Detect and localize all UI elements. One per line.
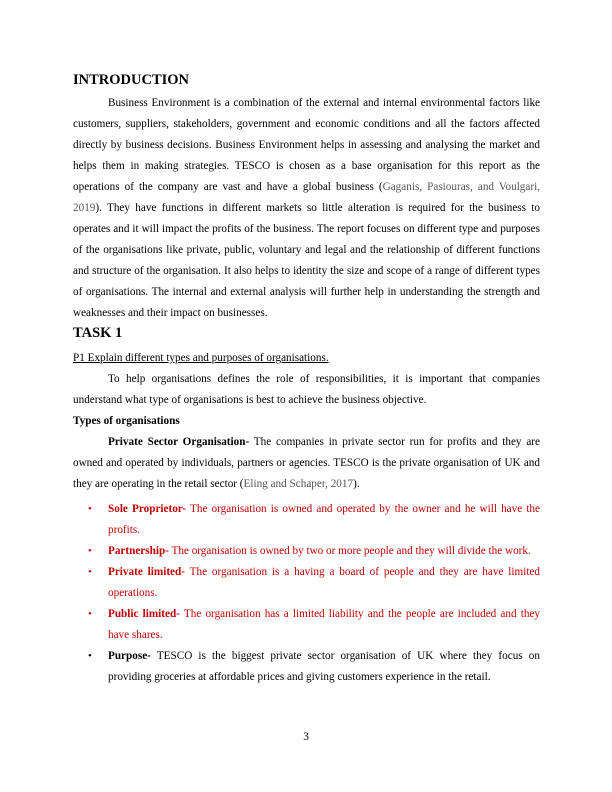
private-sector-text: The companies in private sector run for profits and they are owned and operated by individuals, partners or agencies. TESCO is the private organisation of UK and they are operating in the retail sector ( bbox=[73, 436, 541, 490]
intro-citation: Gaganis, Pasiouras, and Voulgari, 2019 bbox=[73, 181, 540, 214]
introduction-heading: INTRODUCTION bbox=[73, 72, 190, 88]
list-item bbox=[73, 562, 540, 604]
bullet-label: Private limited- bbox=[108, 566, 185, 578]
page-content bbox=[73, 71, 540, 688]
list-item bbox=[73, 499, 540, 541]
p1-paragraph: To help organisations defines the role of responsibilities, it is important that companies understand what type of organisations is best to achieve the business objective. bbox=[73, 373, 540, 406]
organisation-types-list bbox=[73, 499, 540, 688]
introduction-paragraph bbox=[73, 93, 540, 324]
private-sector-citation: Eling and Schaper, 2017 bbox=[243, 478, 354, 490]
bullet-label: Sole Proprietor- bbox=[108, 503, 187, 515]
bullet-glyph: • bbox=[88, 650, 92, 662]
private-sector-paragraph bbox=[73, 432, 540, 495]
bullet-text: The organisation is a having a board of people and they are have limited operations. bbox=[108, 566, 540, 599]
types-heading: Types of organisations bbox=[73, 415, 180, 427]
p1-title: P1 Explain different types and purposes of organisations. bbox=[73, 352, 329, 364]
bullet-text: The organisation is owned and operated by the owner and he will have the profits. bbox=[108, 503, 540, 536]
task-heading: TASK 1 bbox=[73, 325, 123, 341]
intro-text-1: Business Environment is a combination of the external and internal environmental factors like customers, suppliers, stakeholders, government and economic conditions and all the factors affected directly by business decisions. Business Environment helps in assessing and analysing the market and helps them in making strategies. TESCO is chosen as a base organisation for this report as the operations of the company are vast and have a global business ( bbox=[73, 97, 540, 193]
bullet-label: Public limited- bbox=[108, 608, 180, 620]
bullet-glyph: • bbox=[88, 503, 92, 515]
bullet-text: The organisation is owned by two or more people and they will divide the work. bbox=[168, 545, 531, 557]
list-item bbox=[73, 541, 540, 562]
bullet-text: TESCO is the biggest private sector organisation of UK where they focus on providing groceries at affordable prices and giving customers experience in the retail. bbox=[108, 650, 540, 683]
private-sector-end: ). bbox=[353, 478, 360, 490]
private-sector-label: Private Sector Organisation- bbox=[108, 436, 250, 448]
bullet-label: Partnership- bbox=[108, 545, 169, 557]
bullet-text: The organisation has a limited liability and the people are included and they have shares. bbox=[108, 608, 541, 641]
intro-text-2: ). They have functions in different markets so little alteration is required for the business to operates and it will impact the profits of the business. The report focuses on different type and purposes of the organisations like private, public, voluntary and legal and the relationship of different functions and structure of the organisation. It also helps to identity the size and scope of a range of different types of organisations. The internal and external analysis will further help in understanding the strength and weaknesses and their impact on businesses. bbox=[73, 202, 540, 319]
bullet-glyph: • bbox=[88, 608, 92, 620]
list-item bbox=[73, 604, 540, 646]
bullet-glyph: • bbox=[88, 566, 92, 578]
page-number: 3 bbox=[303, 731, 309, 743]
bullet-glyph: • bbox=[88, 545, 92, 557]
list-item bbox=[73, 646, 540, 688]
bullet-label: Purpose- bbox=[108, 650, 151, 662]
